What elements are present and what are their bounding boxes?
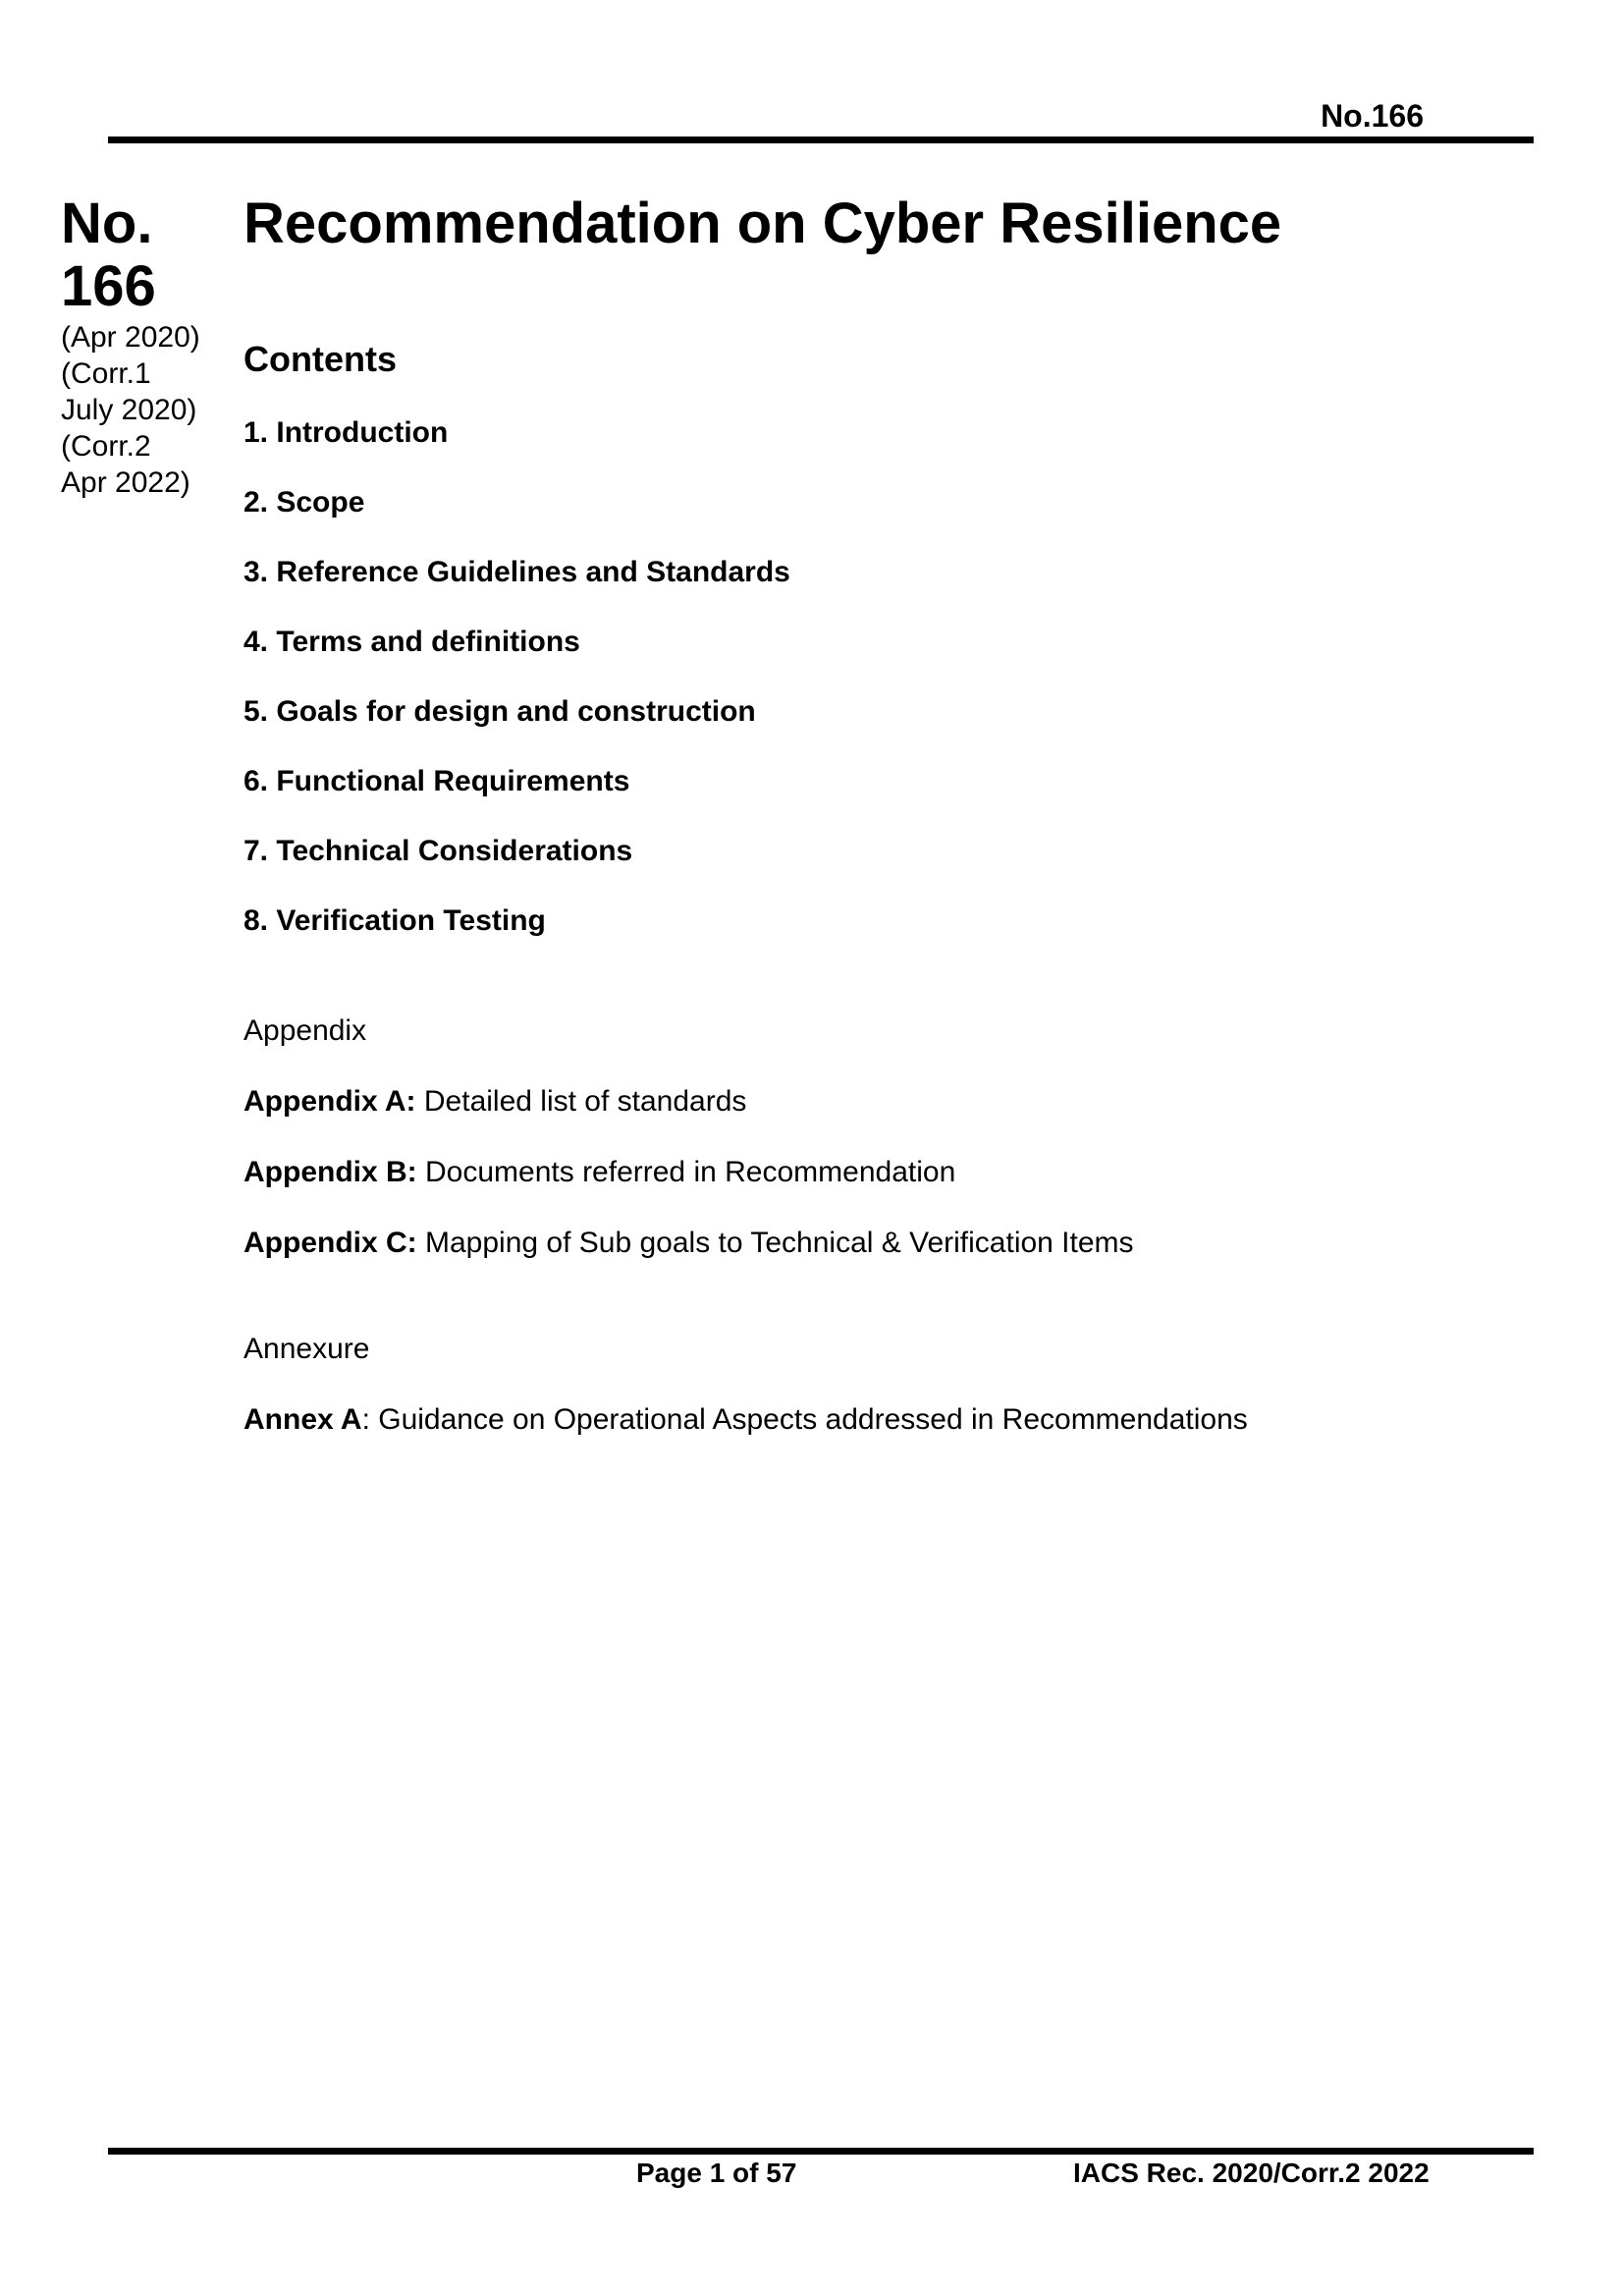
toc-item-reference-guidelines: 3. Reference Guidelines and Standards [243,556,790,588]
revision-line: (Corr.1 [61,357,151,390]
contents-heading: Contents [243,339,397,379]
revision-dates [61,319,243,501]
toc-item-goals: 5. Goals for design and construction [243,695,756,728]
toc-item-technical-considerations: 7. Technical Considerations [243,835,633,867]
appendix-c-line [243,1225,1549,1261]
left-margin-column [61,192,243,501]
page-title: Recommendation on Cyber Resilience [243,191,1282,255]
appendix-a-line [243,1083,1549,1120]
revision-line: July 2020) [61,394,197,426]
header-rule [108,137,1534,143]
appendix-a-text: Detailed list of standards [415,1085,747,1118]
appendix-c-text: Mapping of Sub goals to Technical & Verification Items [416,1227,1134,1259]
revision-line: (Apr 2020) [61,321,200,354]
appendix-c-label: Appendix C: [243,1227,417,1259]
appendix-heading: Appendix [243,1014,367,1047]
toc-item-verification-testing: 8. Verification Testing [243,904,546,937]
appendix-a-label: Appendix A: [243,1085,416,1118]
revision-line: (Corr.2 [61,430,151,463]
revision-line: Apr 2022) [61,466,190,499]
footer-page-number: Page 1 of 57 [636,2158,797,2188]
toc-item-scope: 2. Scope [243,486,365,519]
annex-a-line [243,1401,1549,1438]
appendix-b-text: Documents referred in Recommendation [416,1156,956,1188]
toc-item-functional-requirements: 6. Functional Requirements [243,765,630,797]
footer-rule [108,2148,1534,2155]
recommendation-number: No. 166 [61,191,156,318]
footer-document-reference: IACS Rec. 2020/Corr.2 2022 [1073,2158,1430,2188]
annex-a-text: : Guidance on Operational Aspects addressed in Recommendations [361,1403,1248,1436]
appendix-b-line [243,1154,1549,1190]
toc-item-terms-definitions: 4. Terms and definitions [243,626,580,658]
appendix-b-label: Appendix B: [243,1156,417,1188]
annexure-heading: Annexure [243,1333,370,1365]
annex-a-label: Annex A [243,1403,362,1436]
main-content [243,192,1549,1438]
header-doc-number: No.166 [1321,98,1424,134]
toc-item-introduction: 1. Introduction [243,416,449,449]
